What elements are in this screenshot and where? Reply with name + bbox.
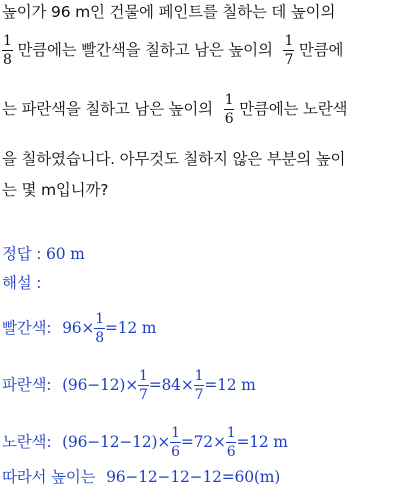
fraction-numerator: 1: [226, 425, 236, 441]
fraction-numerator: 1: [194, 368, 204, 384]
red-expr-pre: 96×: [62, 319, 95, 337]
yellow-expr-post: =12 m: [236, 433, 288, 451]
problem-line-3: [2, 93, 347, 126]
fraction-one-seventh: [194, 369, 205, 402]
final-expr: 96−12−12−12=60(m): [106, 468, 281, 486]
blue-label: 파란색:: [2, 376, 52, 394]
explanation-label: [2, 273, 41, 293]
fraction-numerator: 1: [3, 33, 12, 49]
explanation-yellow-line: [2, 426, 288, 459]
answer-value: 60 m: [46, 245, 85, 263]
explanation-label-text: 해설 :: [2, 274, 42, 292]
answer-line: [2, 244, 85, 264]
problem-line-1: [2, 2, 335, 22]
red-expr-post: =12 m: [104, 319, 157, 337]
problem-line-4: [2, 149, 345, 169]
problem-text: 만큼에는 빨간색을 칠하고 남은 높이의: [17, 41, 273, 59]
fraction-one-eighth: [94, 312, 105, 345]
red-label: 빨간색:: [2, 319, 52, 337]
yellow-label: 노란색:: [2, 433, 52, 451]
problem-line-5: [2, 180, 108, 200]
fraction-numerator: 1: [224, 92, 234, 108]
fraction-denominator: 6: [224, 111, 234, 127]
fraction-denominator: 7: [284, 52, 294, 68]
problem-text: 만큼에는 노란색: [239, 100, 348, 118]
yellow-expr-mid: =72×: [180, 433, 226, 451]
problem-line-2: [2, 34, 343, 67]
fraction-numerator: 1: [284, 33, 294, 49]
fraction-denominator: 7: [194, 387, 204, 403]
answer-label: 정답 :: [2, 245, 42, 263]
explanation-final-line: [2, 467, 280, 487]
fraction-one-sixth: [170, 426, 181, 459]
fraction-one-seventh: [138, 369, 149, 402]
problem-text: 는 파란색을 칠하고 남은 높이의: [2, 100, 213, 118]
fraction-denominator: 7: [139, 387, 148, 403]
fraction-denominator: 8: [3, 52, 12, 68]
yellow-expr-pre: (96−12−12)×: [62, 433, 171, 451]
problem-text: 높이가 96 m인 건물에 페인트를 칠하는 데 높이의: [2, 3, 336, 21]
fraction-denominator: 6: [226, 444, 236, 460]
explanation-blue-line: [2, 369, 256, 402]
problem-text: 을 칠하였습니다. 아무것도 칠하지 않은 부분의 높이: [2, 150, 346, 168]
blue-expr-pre: (96−12)×: [62, 376, 138, 394]
fraction-numerator: 1: [95, 311, 104, 327]
explanation-red-line: [2, 312, 156, 345]
fraction-one-eighth: [2, 34, 13, 67]
fraction-denominator: 8: [95, 330, 104, 346]
blue-expr-mid: =84×: [148, 376, 194, 394]
fraction-denominator: 6: [171, 444, 180, 460]
problem-text: 는 몇 m입니까?: [2, 181, 109, 199]
fraction-one-seventh: [283, 34, 294, 67]
final-label: 따라서 높이는: [2, 468, 96, 486]
fraction-numerator: 1: [139, 368, 148, 384]
fraction-one-sixth: [224, 93, 235, 126]
problem-text: 만큼에: [298, 41, 344, 59]
fraction-one-sixth: [226, 426, 237, 459]
blue-expr-post: =12 m: [204, 376, 256, 394]
fraction-numerator: 1: [171, 425, 180, 441]
